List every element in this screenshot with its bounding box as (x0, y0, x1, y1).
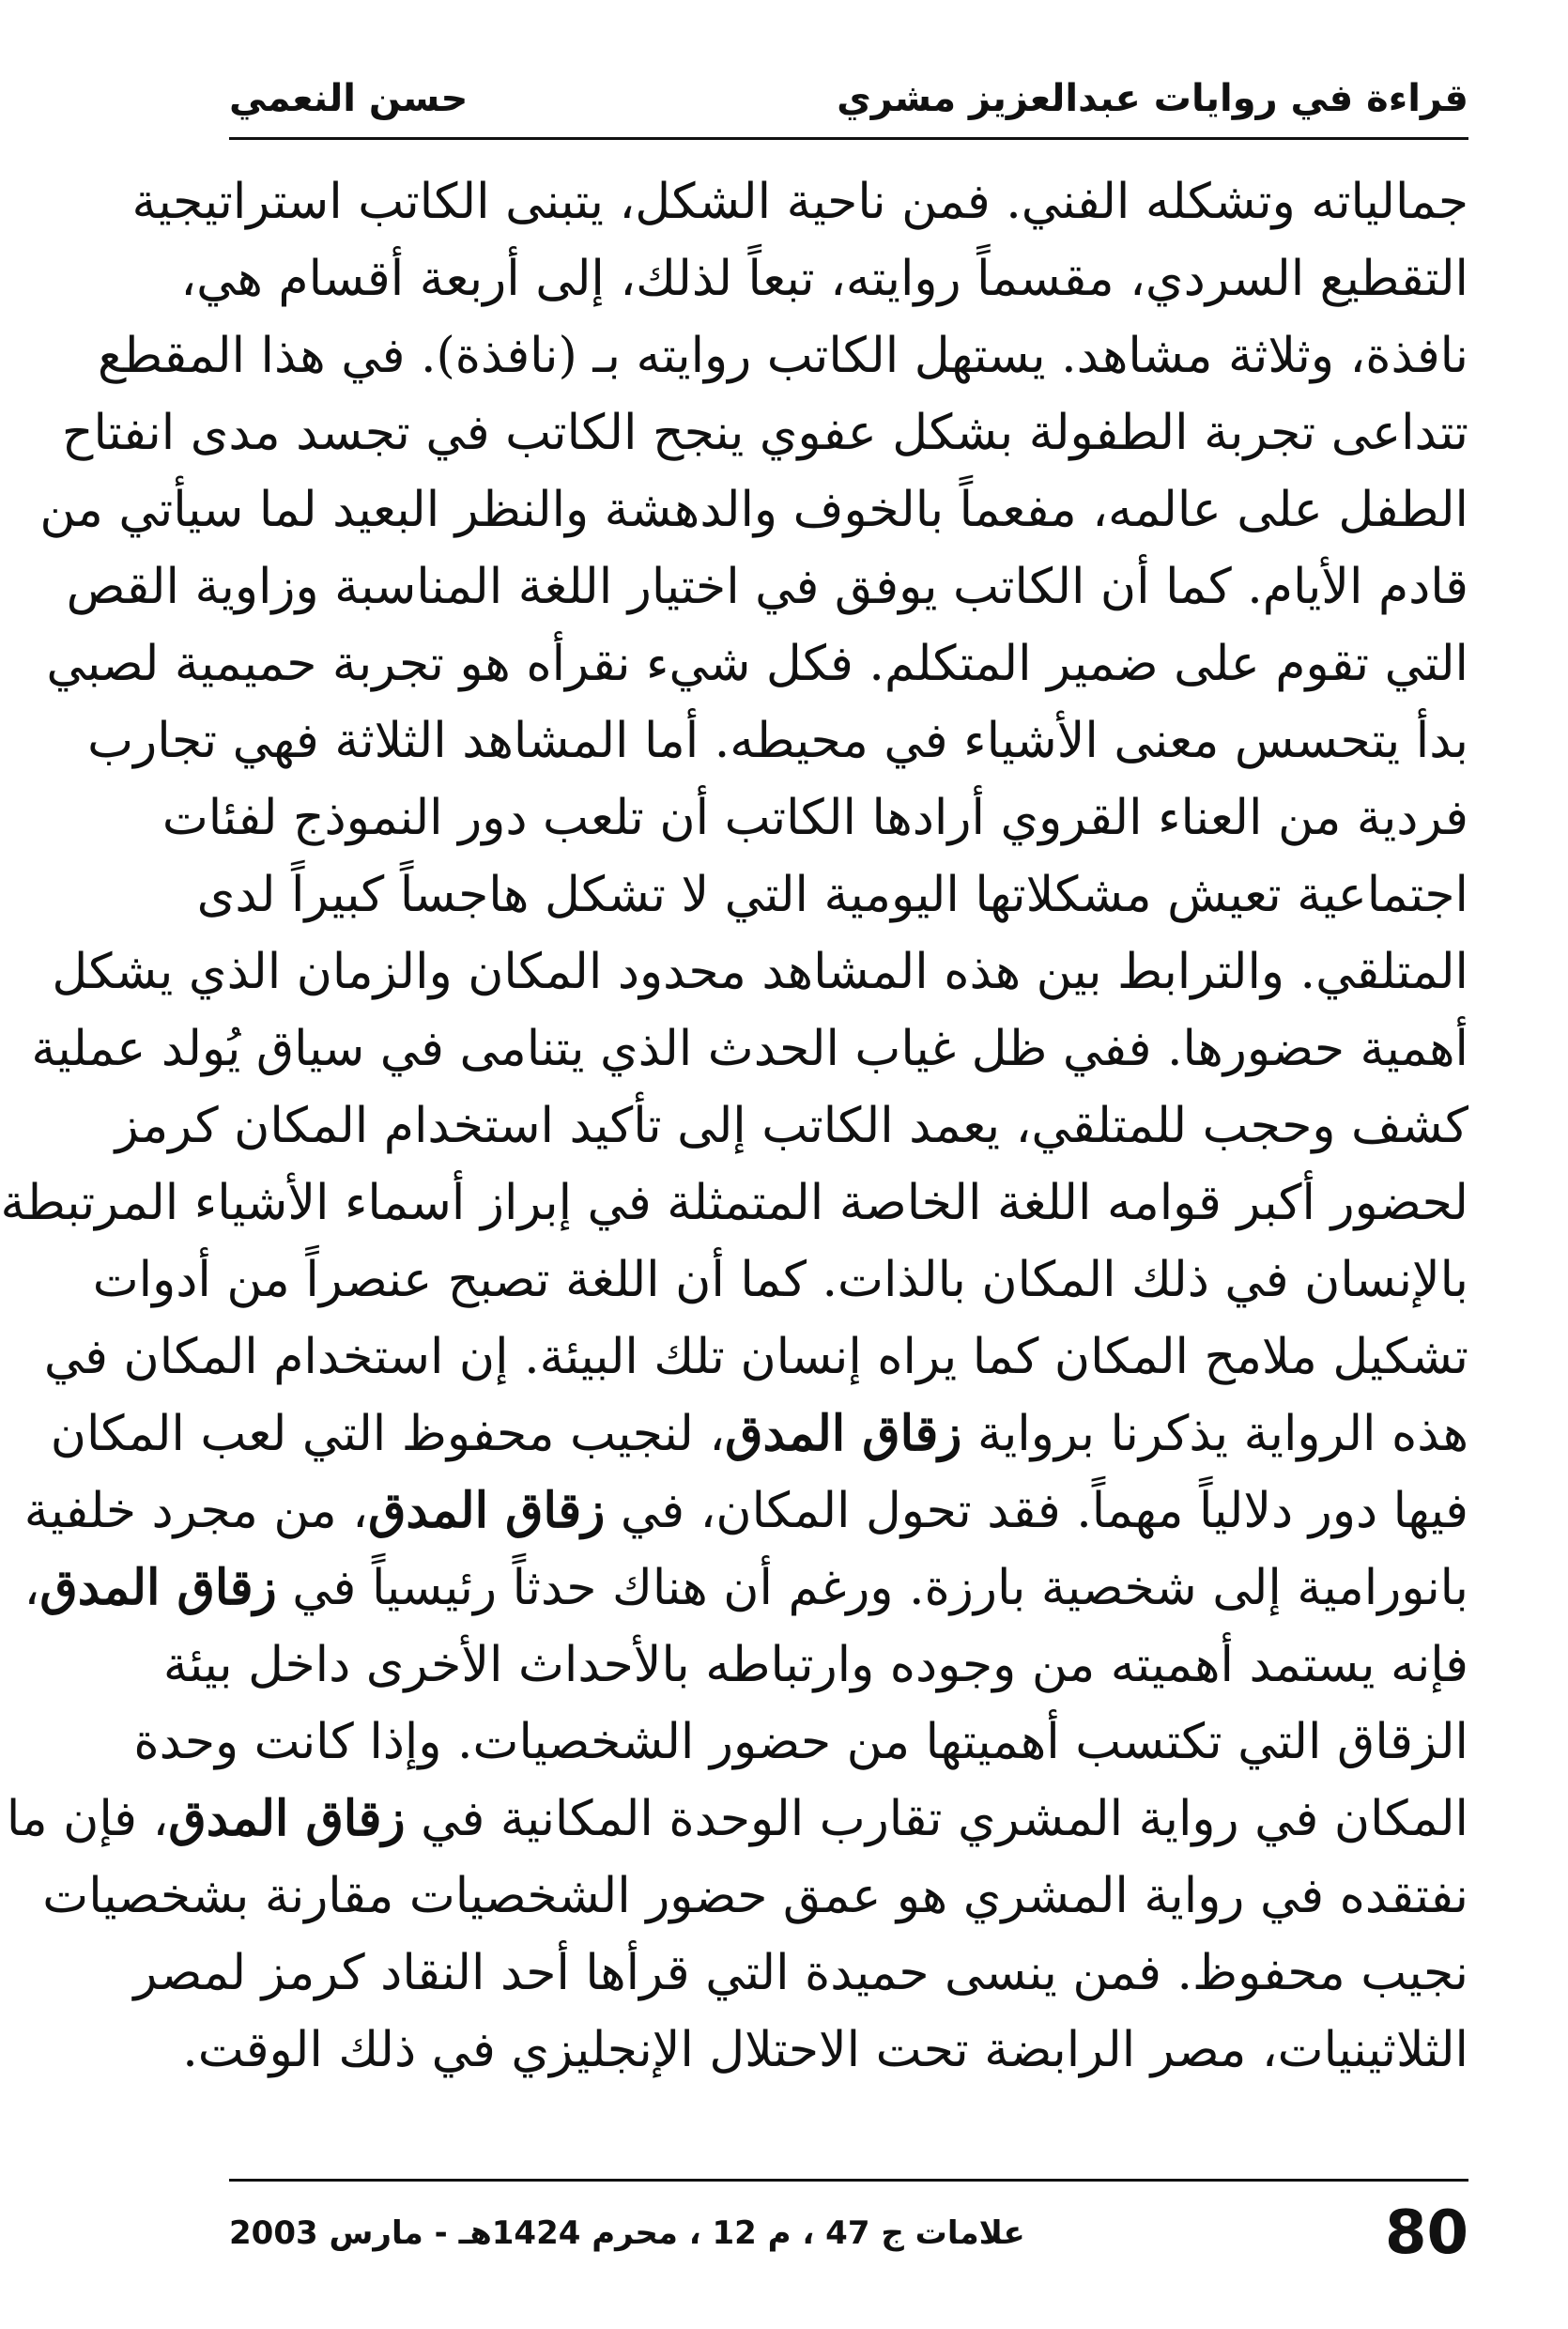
text-line: قادم الأيام. كما أن الكاتب يوفق في اختيار اللغة المناسبة وزاوية القص (66, 559, 1468, 615)
text-line (50, 1396, 1468, 1473)
text-line: نافذة، وثلاثة مشاهد. يستهل الكاتب روايته بـ (نافذة). في هذا المقطع (98, 328, 1468, 384)
line-segment: هذه الرواية يذكرنا برواية (961, 1406, 1468, 1462)
text-line: تشكيل ملامح المكان كما يراه إنسان تلك البيئة. إن استخدام المكان في (43, 1329, 1468, 1385)
text-line: تتداعى تجربة الطفولة بشكل عفوي ينجح الكاتب في تجسد مدى انفتاح (61, 405, 1468, 461)
line-segment: ، من مجرد خلفية (23, 1483, 369, 1539)
running-header (229, 60, 1468, 140)
text-line: بالإنسان في ذلك المكان بالذات. كما أن اللغة تصبح عنصراً من أدوات (92, 1252, 1468, 1308)
text-line: فردية من العناء القروي أرادها الكاتب أن تلعب دور النموذج لفئات (161, 790, 1468, 846)
text-line: التي تقوم على ضمير المتكلم. فكل شيء نقرأه هو تجربة حميمية لصبي (46, 636, 1468, 692)
text-line: التقطيع السردي، مقسماً روايته، تبعاً لذلك، إلى أربعة أقسام هي، (180, 251, 1468, 307)
text-line: الثلاثينيات، مصر الرابضة تحت الاحتلال الإنجليزي في ذلك الوقت. (182, 2022, 1468, 2078)
document-page (0, 60, 1468, 2276)
novel-title: زقاق المدق (368, 1482, 606, 1539)
header-title: قراءة في روايات عبدالعزيز مشري (837, 77, 1468, 120)
text-line (6, 1781, 1468, 1858)
text-line: اجتماعية تعيش مشكلاتها اليومية التي لا تشكل هاجساً كبيراً لدى (196, 867, 1468, 923)
line-segment: ، (23, 1560, 40, 1616)
text-line: نفتقده في رواية المشري هو عمق حضور الشخصيات مقارنة بشخصيات (42, 1868, 1468, 1924)
text-line: نجيب محفوظ. فمن ينسى حميدة التي قرأها أحد النقاد كرمز لمصر (133, 1945, 1468, 2001)
page-number: 80 (1384, 2198, 1468, 2268)
header-author: حسن النعمي (229, 77, 469, 120)
novel-title: زقاق المدق (725, 1405, 962, 1462)
text-line: الطفل على عالمه، مفعماً بالخوف والدهشة والنظر البعيد لما سيأتي من (39, 482, 1468, 538)
text-line: كشف وحجب للمتلقي، يعمد الكاتب إلى تأكيد استخدام المكان كرمز (115, 1098, 1468, 1154)
text-line: فإنه يستمد أهميته من وجوده وارتباطه بالأحداث الأخرى داخل بيئة (162, 1637, 1468, 1693)
text-line: بدأ يتحسس معنى الأشياء في محيطه. أما المشاهد الثلاثة فهي تجارب (87, 713, 1468, 769)
line-segment: فيها دور دلالياً مهماً. فقد تحول المكان، في (605, 1483, 1468, 1539)
text-line: المتلقي. والترابط بين هذه المشاهد محدود المكان والزمان الذي يشكل (52, 944, 1468, 1000)
journal-info: علامات ج 47 ، م 12 ، محرم 1424هـ - مارس 2003 (229, 2214, 1025, 2252)
line-segment: ، لنجيب محفوظ التي لعب المكان (50, 1406, 726, 1462)
body-text (0, 163, 1468, 2078)
line-segment: بانورامية إلى شخصية بارزة. ورغم أن هناك حدثاً رئيسياً في (276, 1560, 1468, 1616)
novel-title: زقاق المدق (168, 1790, 406, 1847)
text-line: جمالياته وتشكله الفني. فمن ناحية الشكل، يتبنى الكاتب استراتيجية (131, 174, 1468, 230)
text-line (23, 1550, 1468, 1627)
text-line: لحضور أكبر قوامه اللغة الخاصة المتمثلة في إبراز أسماء الأشياء المرتبطة (0, 1175, 1468, 1231)
line-segment: المكان في رواية المشري تقارب الوحدة المكانية في (405, 1791, 1468, 1847)
text-line (23, 1473, 1468, 1550)
line-segment: ، فإن ما (6, 1791, 169, 1847)
text-line: الزقاق التي تكتسب أهميتها من حضور الشخصيات. وإذا كانت وحدة (133, 1714, 1468, 1770)
text-line: أهمية حضورها. ففي ظل غياب الحدث الذي يتنامى في سياق يُولد عملية (31, 1021, 1468, 1077)
footer-rule (229, 2179, 1468, 2182)
page-footer (229, 2196, 1468, 2271)
novel-title: زقاق المدق (39, 1559, 277, 1616)
